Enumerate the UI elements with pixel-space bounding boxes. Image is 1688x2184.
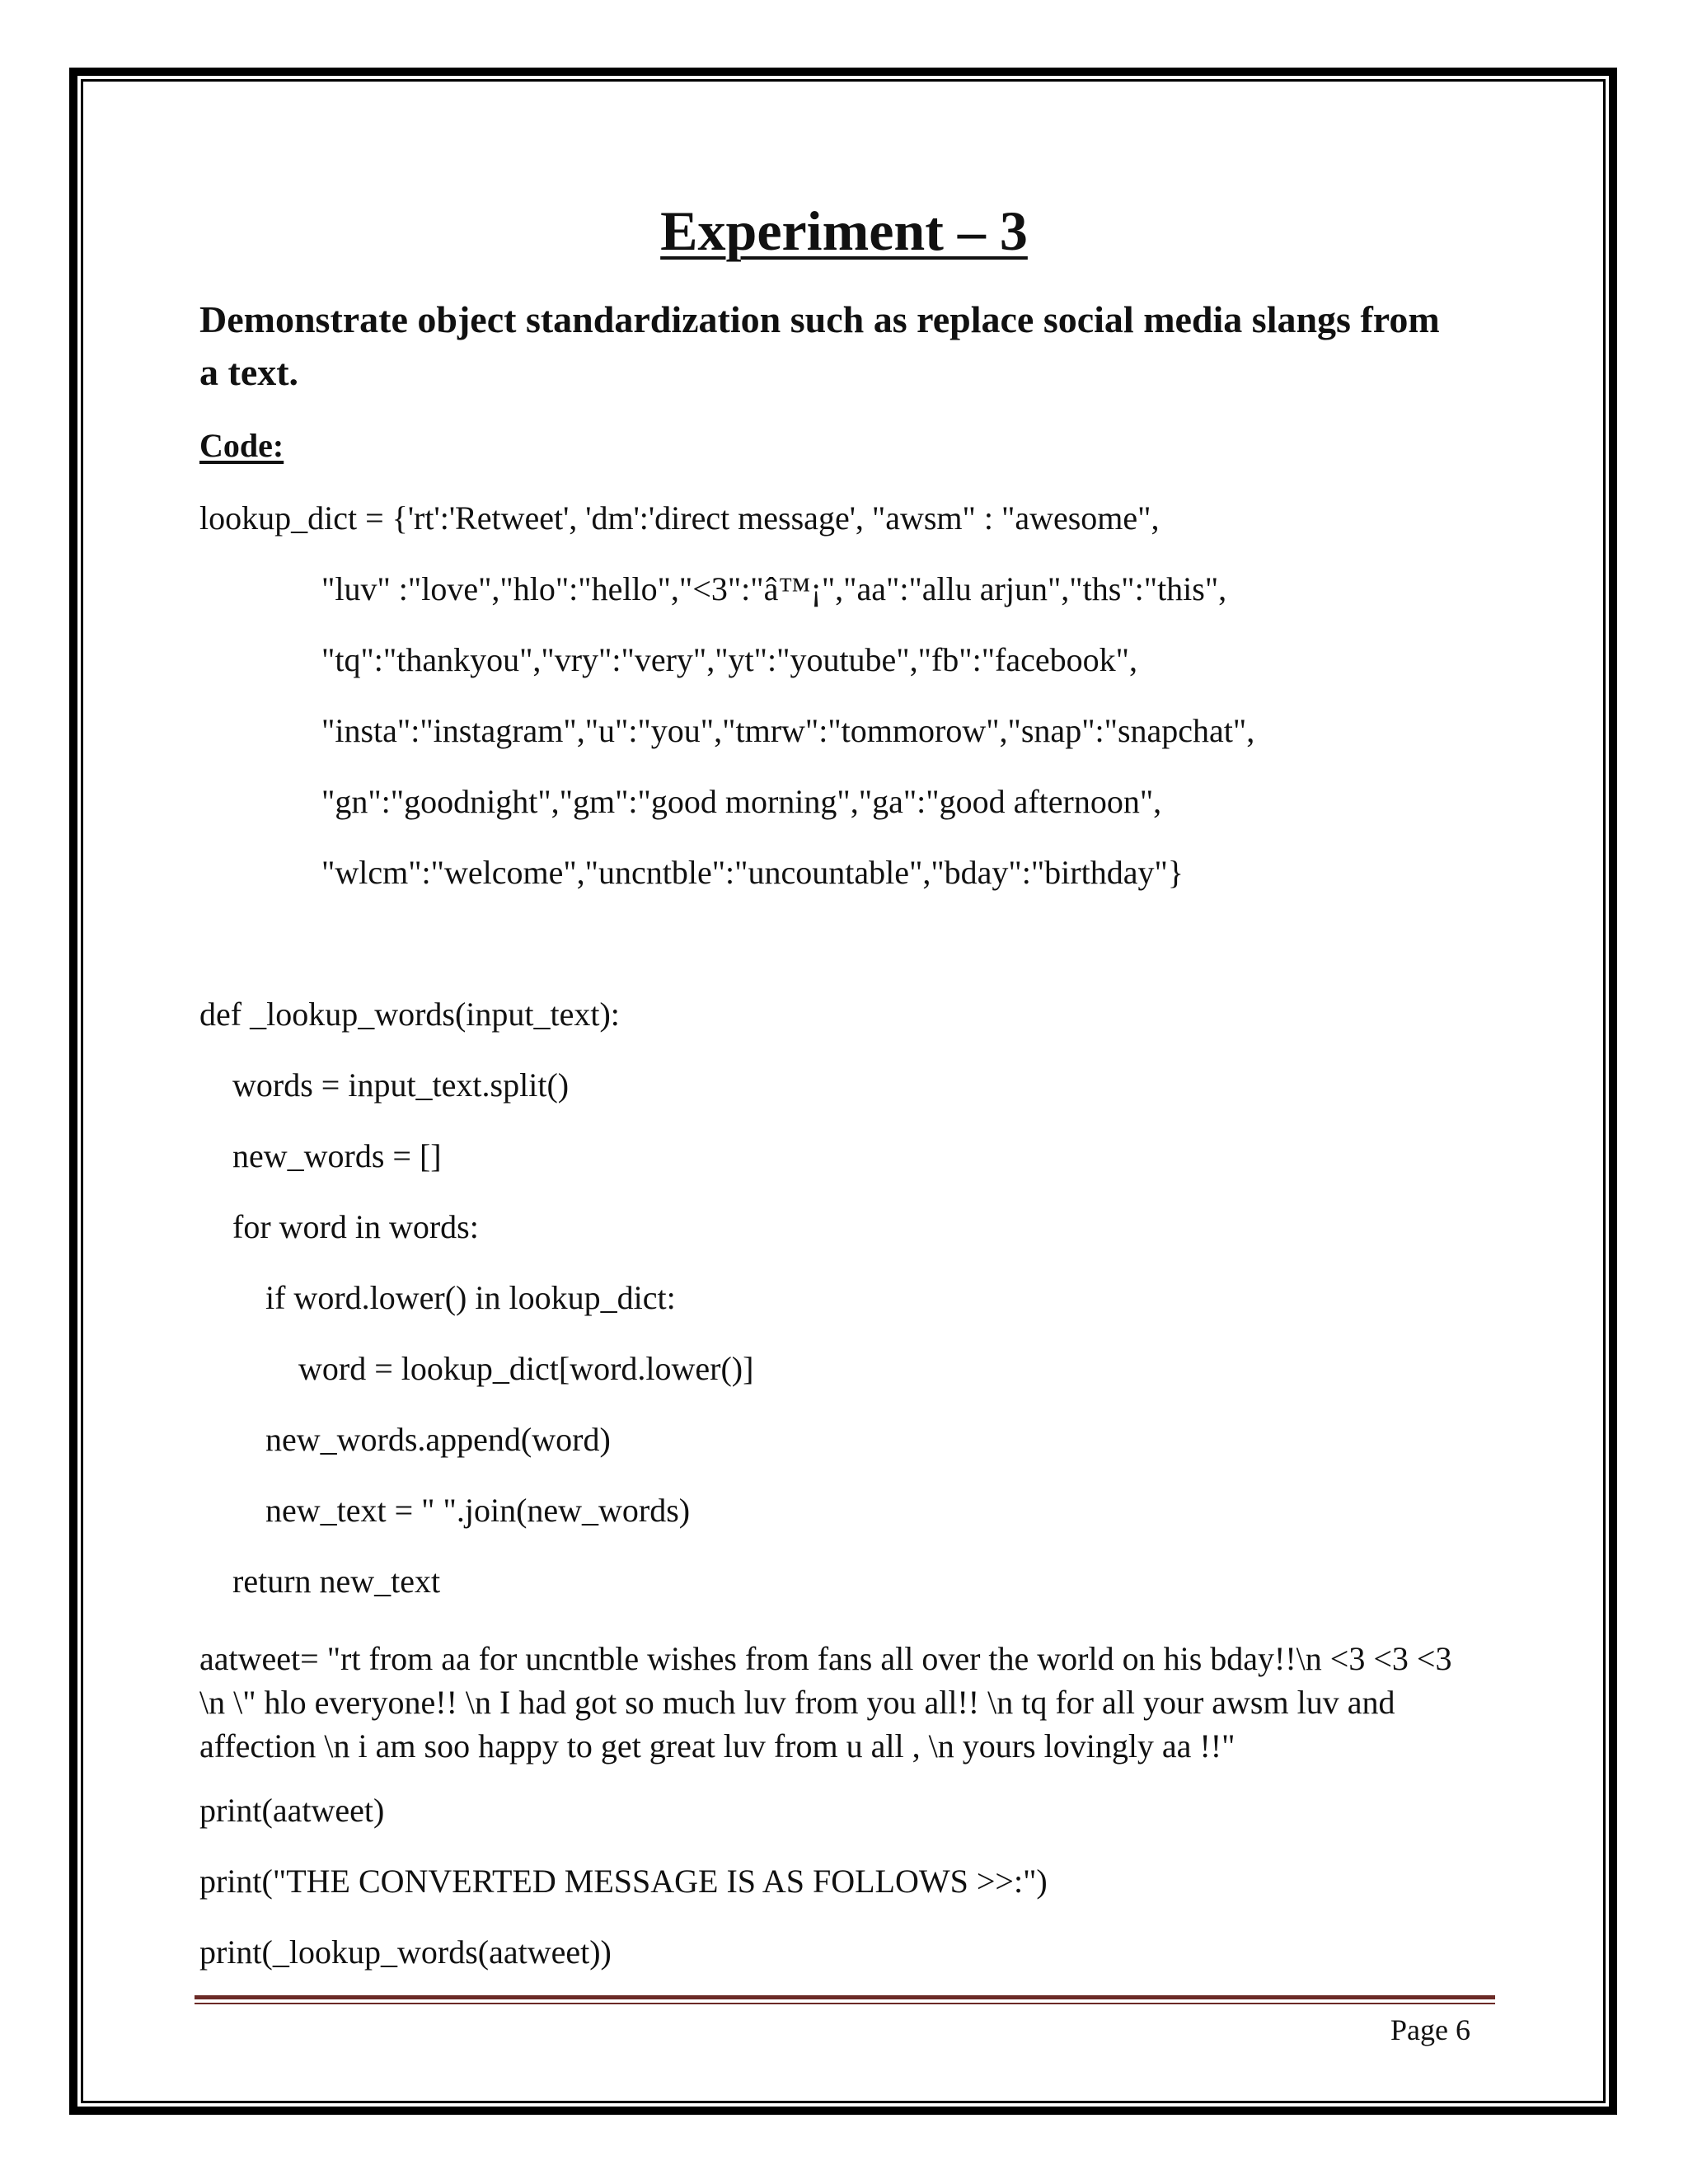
experiment-heading bbox=[199, 293, 1485, 399]
code-line: "tq":"thankyou","vry":"very","yt":"youtube","fb":"facebook", bbox=[321, 641, 1137, 678]
code-line: new_words = [] bbox=[232, 1137, 442, 1174]
tweet-assignment bbox=[199, 1637, 1502, 1768]
code-line: "insta":"instagram","u":"you","tmrw":"tommorow","snap":"snapchat", bbox=[321, 712, 1255, 749]
heading-line: a text. bbox=[199, 351, 299, 393]
print-line: print(aatweet) bbox=[199, 1792, 385, 1829]
tweet-line: \n \" hlo everyone!! \n I had got so much luv from you all!! \n tq for all your awsm luv and bbox=[199, 1684, 1395, 1721]
code-line: if word.lower() in lookup_dict: bbox=[265, 1279, 676, 1316]
code-line: "gn":"goodnight","gm":"good morning","ga":"good afternoon", bbox=[321, 783, 1162, 820]
page-number: Page 6 bbox=[1390, 2013, 1470, 2046]
page-title: Experiment – 3 bbox=[660, 199, 1028, 262]
code-line: return new_text bbox=[232, 1563, 441, 1600]
tweet-line: affection \n i am soo happy to get great luv from u all , \n yours lovingly aa !!" bbox=[199, 1727, 1236, 1765]
code-line: new_words.append(word) bbox=[265, 1421, 611, 1458]
code-line: def _lookup_words(input_text): bbox=[199, 996, 620, 1033]
footer-rule bbox=[195, 1995, 1495, 1999]
code-line: word = lookup_dict[word.lower()] bbox=[298, 1350, 754, 1387]
code-label: Code: bbox=[199, 427, 284, 464]
tweet-line: aatweet= "rt from aa for uncntble wishes from fans all over the world on his bday!!\n <3 <3 <3 bbox=[199, 1640, 1452, 1677]
print-line: print("THE CONVERTED MESSAGE IS AS FOLLOWS >>:") bbox=[199, 1863, 1048, 1900]
code-line: new_text = " ".join(new_words) bbox=[265, 1492, 691, 1529]
heading-line: Demonstrate object standardization such as replace social media slangs from bbox=[199, 298, 1440, 340]
code-line: words = input_text.split() bbox=[232, 1066, 570, 1104]
print-line: print(_lookup_words(aatweet)) bbox=[199, 1933, 612, 1971]
code-line: "wlcm":"welcome","uncntble":"uncountable","bday":"birthday"} bbox=[321, 854, 1184, 891]
code-line: "luv" :"love","hlo":"hello","<3":"â™¡","aa":"allu arjun","ths":"this", bbox=[321, 570, 1227, 607]
code-line: for word in words: bbox=[232, 1208, 479, 1245]
code-line: lookup_dict = {'rt':'Retweet', 'dm':'direct message', "awsm" : "awesome", bbox=[199, 499, 1160, 537]
footer-rule-thin bbox=[195, 2003, 1495, 2004]
